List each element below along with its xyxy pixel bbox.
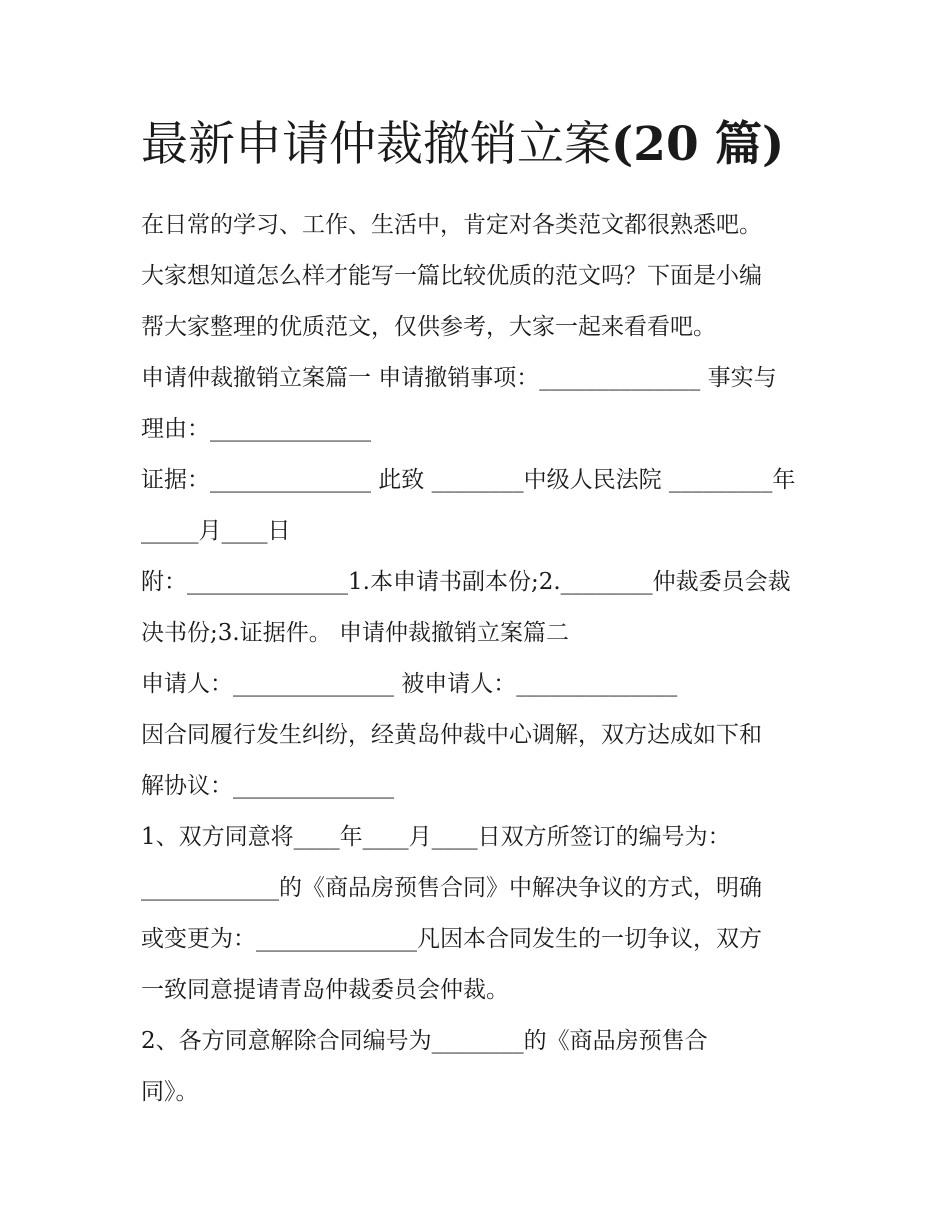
document-title [141, 112, 820, 178]
paragraph-line: _____月____日 [141, 518, 291, 544]
paragraph-line: 理由：______________ [141, 416, 371, 442]
paragraph-line: 同》。 [141, 1079, 199, 1105]
document-body [141, 200, 820, 1118]
paragraph-line: 或变更为：______________凡因本合同发生的一切争议，双方 [141, 926, 762, 952]
paragraph-line: 附：______________1.本申请书副本份;2.________仲裁委员会裁 [141, 569, 791, 595]
title-main: 最新申请仲裁撤销立案 [141, 117, 611, 172]
paragraph-line: 2、各方同意解除合同编号为________的《商品房预售合 [141, 1028, 708, 1054]
paragraph-line: 大家想知道怎么样才能写一篇比较优质的范文吗？下面是小编 [141, 263, 762, 289]
title-suffix: (20 篇) [611, 117, 785, 172]
paragraph-line: 因合同履行发生纠纷，经黄岛仲裁中心调解，双方达成如下和 [141, 722, 762, 748]
paragraph-line: 在日常的学习、工作、生活中，肯定对各类范文都很熟悉吧。 [141, 212, 762, 238]
paragraph-line: 解协议：______________ [141, 773, 394, 799]
paragraph-line: 证据：______________ 此致 ________中级人民法院 _________年 [141, 467, 796, 493]
paragraph-line: ____________的《商品房预售合同》中解决争议的方式，明确 [141, 875, 762, 901]
paragraph-line: 决书份;3.证据件。 申请仲裁撤销立案篇二 [141, 620, 570, 646]
paragraph-line: 帮大家整理的优质范文，仅供参考，大家一起来看看吧。 [141, 314, 716, 340]
paragraph-line: 1、双方同意将____年____月____日双方所签订的编号为： [141, 824, 731, 850]
paragraph-line: 申请仲裁撤销立案篇一 申请撤销事项：______________ 事实与 [141, 365, 777, 391]
paragraph-line: 一致同意提请青岛仲裁委员会仲裁。 [141, 977, 509, 1003]
paragraph-line: 申请人：______________ 被申请人：______________ [141, 671, 678, 697]
